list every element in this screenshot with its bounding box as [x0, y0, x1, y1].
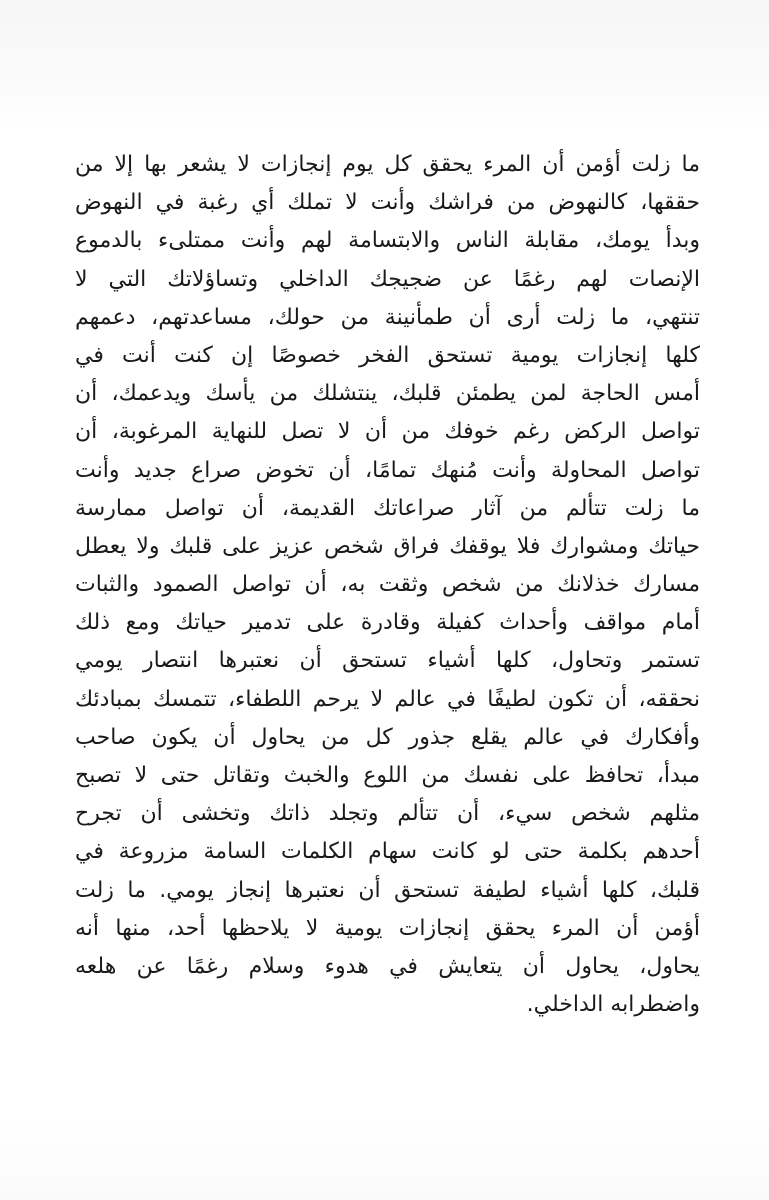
text-line: تنتهي، ما زلت أرى أن طمأنينة من حولك، مساعدتهم، دعمهم: [75, 304, 700, 330]
text-line: ما زلت تتألم من آثار صراعاتك القديمة، أن تواصل ممارسة: [75, 495, 700, 521]
text-line: الإنصات لهم رغمًا عن ضجيجك الداخلي وتساؤلاتك التي لا: [75, 266, 700, 292]
arabic-text-body: [75, 146, 700, 1024]
text-line: أمس الحاجة لمن يطمئن قلبك، ينتشلك من يأسك ويدعمك، أن: [75, 381, 700, 407]
text-line: حققها، كالنهوض من فراشك وأنت لا تملك أي رغبة في النهوض: [75, 190, 700, 216]
text-line: مسارك خذلانك من شخص وثقت به، أن تواصل الصمود والثبات: [75, 572, 700, 598]
text-line: نحققه، أن تكون لطيفًا في عالم لا يرحم اللطفاء، تتمسك بمبادئك: [75, 686, 700, 712]
text-line: يحاول، يحاول أن يتعايش في هدوء وسلام رغمًا عن هلعه: [75, 953, 700, 979]
text-line: حياتك ومشوارك فلا يوقفك فراق شخص عزيز على قلبك ولا يعطل: [75, 533, 700, 559]
text-line: ما زلت أؤمن أن المرء يحقق كل يوم إنجازات لا يشعر بها إلا من: [75, 152, 700, 177]
text-line: أمام مواقف وأحداث كفيلة وقادرة على تدمير حياتك ومع ذلك: [75, 610, 700, 636]
text-line: تستمر وتحاول، كلها أشياء تستحق أن نعتبرها انتصار يومي: [75, 648, 700, 674]
text-line: وأفكارك في عالم يقلع جذور كل من يحاول أن يكون صاحب: [75, 724, 700, 750]
text-line: تواصل الركض رغم خوفك من أن لا تصل للنهاية المرغوبة، أن: [75, 419, 700, 445]
text-line: كلها إنجازات يومية تستحق الفخر خصوصًا إن كنت أنت في: [75, 342, 700, 368]
text-line: أؤمن أن المرء يحقق إنجازات يومية لا يلاحظها أحد، منها أنه: [75, 915, 700, 941]
text-line: قلبك، كلها أشياء لطيفة تستحق أن نعتبرها إنجاز يومي. ما زلت: [75, 877, 700, 903]
text-line: أحدهم بكلمة حتى لو كانت سهام الكلمات السامة مزروعة في: [75, 839, 700, 865]
text-line: تواصل المحاولة وأنت مُنهك تمامًا، أن تخوض صراع جديد وأنت: [75, 457, 700, 483]
text-line-last: واضطرابه الداخلي.: [526, 992, 700, 1018]
text-line: مبدأ، تحافظ على نفسك من اللوع والخبث وتقاتل حتى لا تصبح: [75, 763, 700, 788]
text-line: وبدأ يومك، مقابلة الناس والابتسامة لهم وأنت ممتلىء بالدموع: [75, 228, 700, 254]
text-line: مثلهم شخص سيء، أن تتألم وتجلد ذاتك وتخشى أن تجرح: [75, 801, 700, 827]
